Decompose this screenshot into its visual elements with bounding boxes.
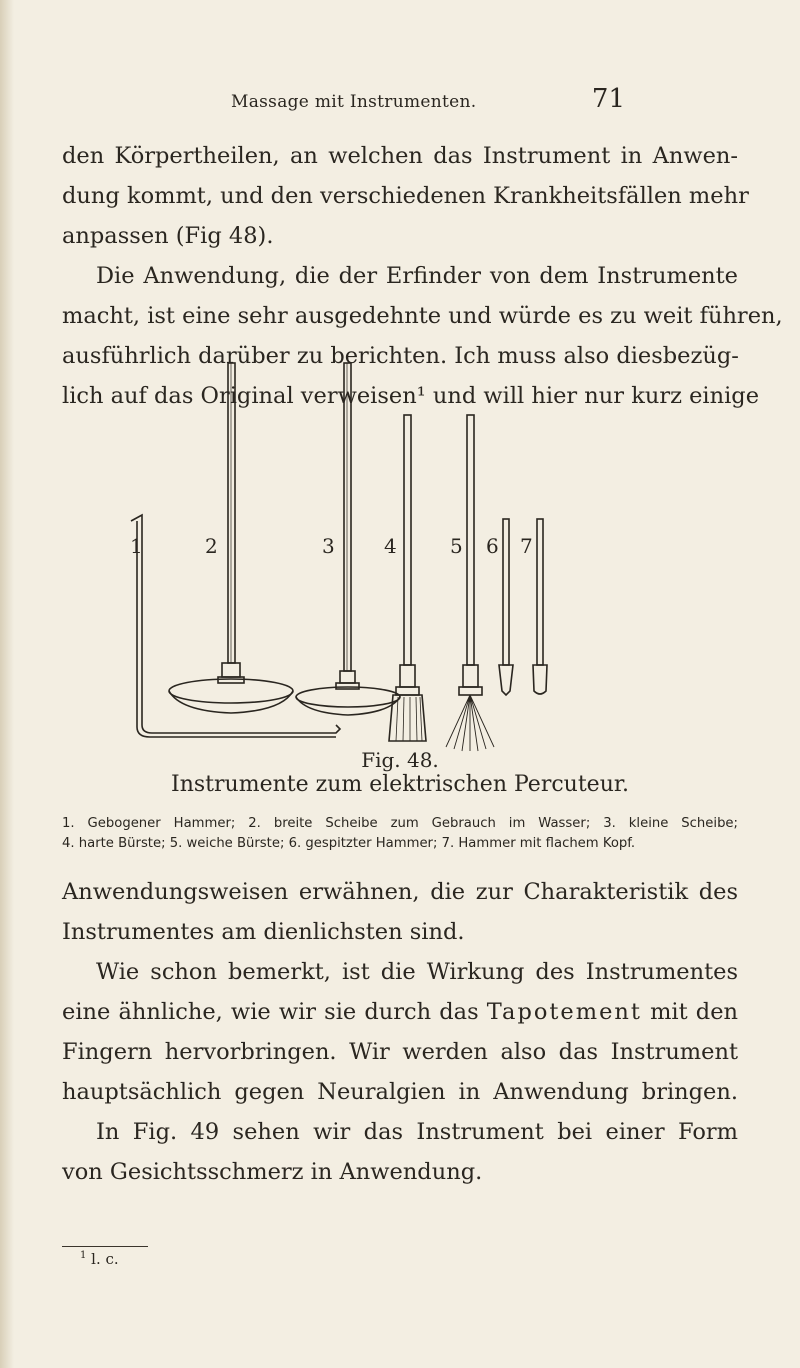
figure-legend	[62, 814, 738, 854]
text-line: Fingern hervorbringen. Wir werden also das Instrument	[62, 1039, 738, 1065]
emphasized-term: Tapotement	[486, 999, 642, 1025]
text-segment: mit den	[650, 999, 738, 1025]
page-edge-shadow	[0, 0, 14, 1368]
figure-number-2: 2	[205, 534, 218, 558]
text-line: Anwendungsweisen erwähnen, die zur Charakteristik des	[62, 879, 738, 905]
text-line	[62, 992, 738, 1032]
running-title: Massage mit Instrumenten.	[231, 92, 477, 112]
figure-caption: Instrumente zum elektrischen Percuteur.	[171, 772, 629, 797]
text-line: Instrumentes am dienlichsten sind.	[62, 919, 465, 945]
instrument-illustration	[100, 355, 700, 755]
figure-number-4: 4	[384, 534, 397, 558]
text-line: ausführlich darüber zu berichten. Ich muss also diesbezüg-	[62, 343, 739, 369]
footnote-mark: 1	[80, 1250, 87, 1261]
text-line: anpassen (Fig 48).	[62, 223, 274, 249]
text-line: den Körpertheilen, an welchen das Instrument in Anwen-	[62, 143, 738, 169]
text-line: macht, ist eine sehr ausgedehnte und würde es zu weit führen,	[62, 303, 783, 329]
text-line: Die Anwendung, die der Erfinder von dem Instrumente	[96, 263, 738, 289]
text-line: von Gesichtsschmerz in Anwendung.	[62, 1159, 483, 1185]
flat-hammer-drawing	[533, 519, 547, 694]
text-line: dung kommt, und den verschiedenen Krankheitsfällen mehr	[62, 183, 749, 209]
legend-line: 1. Gebogener Hammer; 2. breite Scheibe zum Gebrauch im Wasser; 3. kleine Scheibe;	[62, 816, 738, 831]
text-line: hauptsächlich gegen Neuralgien in Anwendung bringen.	[62, 1079, 738, 1105]
text-line: In Fig. 49 sehen wir das Instrument bei einer Form	[96, 1119, 738, 1145]
text-line: Wie schon bemerkt, ist die Wirkung des Instrumentes	[96, 959, 738, 985]
soft-brush-drawing	[446, 415, 494, 751]
broad-disc-drawing	[169, 363, 293, 713]
figure-number-7: 7	[520, 534, 533, 558]
figure-label: Fig. 48.	[361, 748, 439, 772]
pointed-hammer-drawing	[499, 519, 513, 695]
legend-line: 4. harte Bürste; 5. weiche Bürste; 6. gespitzter Hammer; 7. Hammer mit flachem Kopf.	[62, 836, 636, 851]
footnote-text: l. c.	[91, 1250, 119, 1268]
figure-number-3: 3	[322, 534, 335, 558]
text-segment: eine ähnliche, wie wir sie durch das	[62, 999, 479, 1025]
page-header	[0, 84, 800, 118]
footnote-rule	[62, 1246, 148, 1247]
figure-number-5: 5	[450, 534, 463, 558]
footnote	[80, 1250, 119, 1268]
paragraph-2	[62, 872, 738, 1192]
figure-number-1: 1	[130, 534, 143, 558]
figure-number-6: 6	[486, 534, 499, 558]
page-number: 71	[591, 84, 625, 114]
text-line: lich auf das Original verweisen¹ und will hier nur kurz einige	[62, 383, 760, 409]
